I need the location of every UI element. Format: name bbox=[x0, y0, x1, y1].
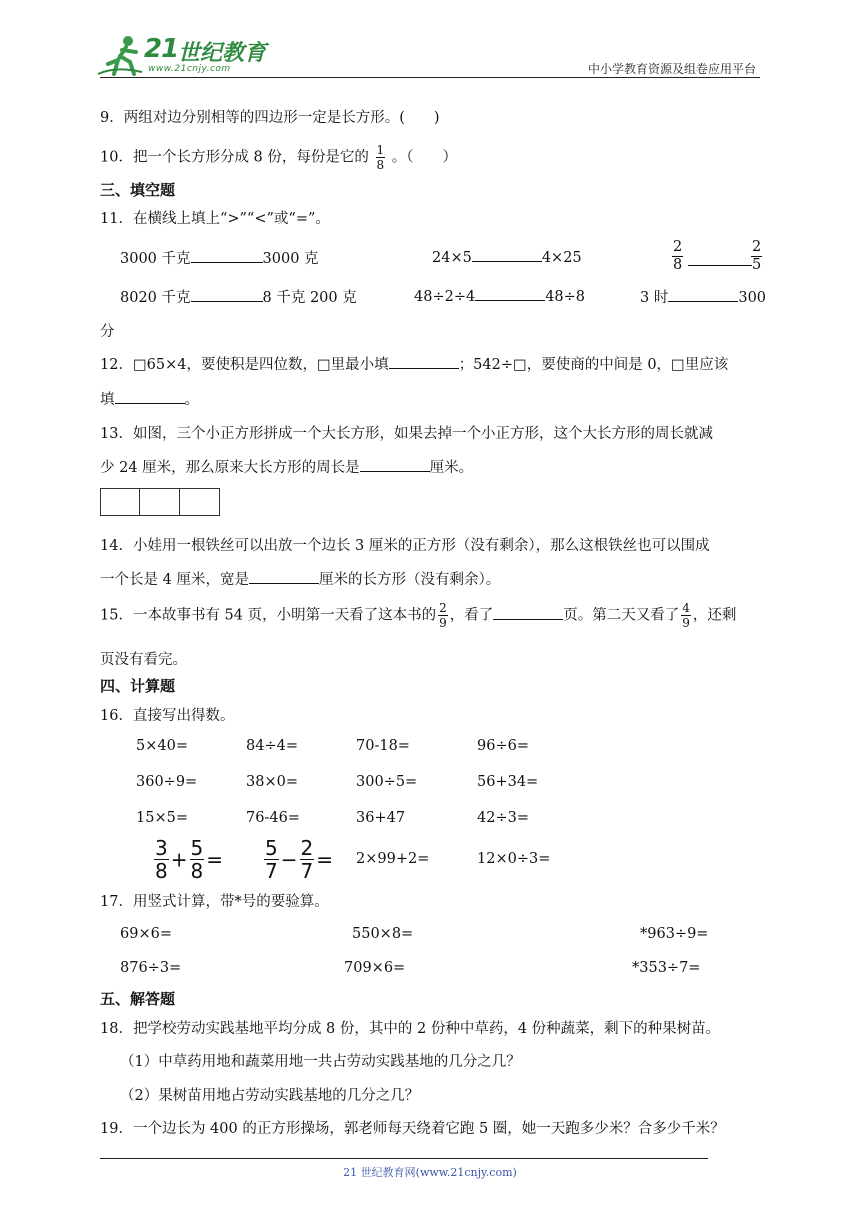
header-divider bbox=[100, 77, 760, 78]
question-10 bbox=[100, 144, 457, 171]
fraction-numerator: 2 bbox=[673, 239, 683, 255]
item-left: 8020 千克 bbox=[120, 290, 191, 306]
q11-item-2 bbox=[432, 247, 582, 266]
calc-item: 76-46= bbox=[246, 810, 300, 826]
answer-blank[interactable] bbox=[249, 569, 319, 584]
item-left: 3 时 bbox=[640, 290, 669, 306]
answer-blank[interactable] bbox=[472, 247, 542, 262]
fraction-denominator: 9 bbox=[439, 616, 447, 630]
section-fill-in: 三、填空题 bbox=[100, 181, 176, 199]
q12-text-d: 。 bbox=[184, 392, 199, 408]
calc-item: 84÷4= bbox=[246, 738, 298, 754]
calc-item: 709×6= bbox=[344, 960, 406, 976]
fraction-five-sevenths bbox=[264, 838, 279, 881]
question-12-line-2 bbox=[100, 388, 199, 409]
logo-number: 21 bbox=[144, 34, 179, 64]
fraction-five-eighths bbox=[190, 838, 205, 881]
q11-item-5 bbox=[414, 286, 585, 305]
question-13-line-2 bbox=[100, 456, 473, 477]
fraction-denominator: 8 bbox=[673, 256, 683, 273]
question-16: 16．直接写出得数。 bbox=[100, 708, 235, 724]
q12-text-c: 填 bbox=[100, 392, 115, 408]
calc-item: 5×40= bbox=[136, 738, 188, 754]
q11-item-3 bbox=[670, 240, 685, 272]
item-left: 48÷2÷4 bbox=[414, 289, 476, 305]
calc-item: 38×0= bbox=[246, 774, 298, 790]
q12-text-b: ；542÷□，要使商的中间是 0，□里应该 bbox=[458, 357, 729, 373]
item-right: 48÷8 bbox=[545, 289, 586, 305]
question-15-line-1 bbox=[100, 602, 736, 629]
q13-text-b: 厘米。 bbox=[429, 460, 474, 476]
question-10-text: 10．把一个长方形分成 8 份，每份是它的 bbox=[100, 149, 369, 166]
q13-text-a: 少 24 厘米，那么原来大长方形的周长是 bbox=[100, 460, 360, 476]
small-square bbox=[140, 488, 180, 516]
minus-sign: − bbox=[280, 847, 298, 872]
fraction-denominator: 9 bbox=[682, 616, 690, 630]
fraction-denominator: 7 bbox=[300, 859, 314, 883]
small-square bbox=[180, 488, 220, 516]
q15-text-b: ，看了 bbox=[449, 607, 494, 624]
answer-blank[interactable] bbox=[360, 457, 430, 472]
fraction-numerator: 2 bbox=[439, 601, 447, 615]
logo-name: 世纪教育 bbox=[178, 41, 267, 66]
calc-item: 36+47 bbox=[356, 810, 406, 826]
question-11: 11．在横线上填上“>”“<”或“=”。 bbox=[100, 211, 330, 227]
q15-text-a: 15．一本故事书有 54 页，小明第一天看了这本书的 bbox=[100, 607, 437, 624]
question-18-part-2: （2）果树苗用地占劳动实践基地的几分之几？ bbox=[120, 1088, 420, 1104]
q12-text-a: 12．□65×4，要使积是四位数，□里最小填 bbox=[100, 357, 389, 373]
calc-item: 360÷9= bbox=[136, 774, 198, 790]
fraction-one-eighth bbox=[376, 144, 386, 171]
calc-item: 96÷6= bbox=[477, 738, 529, 754]
item-right: 8 千克 200 克 bbox=[262, 290, 357, 306]
answer-blank[interactable] bbox=[115, 389, 185, 404]
calc-item: 70-18= bbox=[356, 738, 410, 754]
calc-item: *353÷7= bbox=[632, 960, 701, 976]
fraction-denominator: 7 bbox=[265, 859, 278, 883]
footer-divider bbox=[100, 1158, 708, 1159]
answer-blank[interactable] bbox=[668, 287, 738, 302]
q14-text-b: 厘米的长方形（没有剩余）。 bbox=[318, 572, 501, 588]
q11-unit: 分 bbox=[100, 324, 115, 340]
section-word-problems: 五、解答题 bbox=[100, 990, 176, 1008]
calc-fraction-sum bbox=[152, 838, 223, 881]
question-13-line-1: 13．如图，三个小正方形拼成一个大长方形，如果去掉一个小正方形，这个大长方形的周长就减 bbox=[100, 426, 713, 442]
fraction-numerator: 2 bbox=[300, 836, 314, 860]
calc-item: 56+34= bbox=[477, 774, 539, 790]
fraction-two-fifths bbox=[751, 240, 762, 272]
equals-sign: = bbox=[316, 847, 333, 872]
question-14-line-1: 14．小娃用一根铁丝可以出放一个边长 3 厘米的正方形（没有剩余），那么这根铁丝也可以围成 bbox=[100, 538, 710, 554]
question-15-line-2: 页没有看完。 bbox=[100, 652, 187, 668]
calc-item: 12×0÷3= bbox=[477, 851, 551, 867]
item-left: 3000 千克 bbox=[120, 251, 191, 267]
calc-item: 2×99+2= bbox=[356, 851, 430, 867]
q15-text-c: 页。第二天又看了 bbox=[563, 607, 680, 624]
fraction-two-ninths bbox=[438, 602, 448, 629]
q11-item-6 bbox=[640, 286, 766, 307]
question-10-suffix: 。（ ） bbox=[391, 149, 458, 166]
calc-item: *963÷9= bbox=[640, 926, 709, 942]
fraction-four-ninths bbox=[681, 602, 691, 629]
question-14-line-2 bbox=[100, 568, 500, 589]
q11-item-3-right bbox=[749, 240, 764, 272]
answer-blank[interactable] bbox=[389, 354, 459, 369]
fraction-three-eighths bbox=[154, 838, 169, 881]
q14-text-a: 一个长是 4 厘米，宽是 bbox=[100, 572, 249, 588]
fraction-numerator: 4 bbox=[682, 601, 690, 615]
calc-item: 15×5= bbox=[136, 810, 188, 826]
q11-item-4 bbox=[120, 286, 357, 307]
fraction-denominator: 8 bbox=[190, 859, 204, 883]
calc-item: 69×6= bbox=[120, 926, 172, 942]
question-19: 19．一个边长为 400 的正方形操场，郭老师每天绕着它跑 5 圈，她一天跑多少米？合多少千米？ bbox=[100, 1121, 725, 1137]
fraction-numerator: 2 bbox=[752, 239, 762, 255]
runner-logo-icon bbox=[96, 34, 144, 78]
equals-sign: = bbox=[206, 847, 223, 872]
question-18-part-1: （1）中草药用地和蔬菜用地一共占劳动实践基地的几分之几？ bbox=[120, 1054, 521, 1070]
answer-blank[interactable] bbox=[475, 286, 545, 301]
q11-item-1 bbox=[120, 247, 319, 268]
answer-blank[interactable] bbox=[191, 287, 263, 302]
fraction-denominator: 8 bbox=[155, 859, 168, 883]
question-9: 9．两组对边分别相等的四边形一定是长方形。( ) bbox=[100, 110, 440, 126]
platform-label: 中小学教育资源及组卷应用平台 bbox=[587, 62, 756, 76]
plus-sign: + bbox=[170, 847, 188, 872]
logo-url: www.21cnjy.com bbox=[148, 64, 231, 74]
question-18: 18．把学校劳动实践基地平均分成 8 份，其中的 2 份种中草药，4 份种蔬菜，剩下的种果树苗。 bbox=[100, 1021, 721, 1037]
fraction-numerator: 5 bbox=[190, 836, 204, 860]
calc-item: 42÷3= bbox=[477, 810, 529, 826]
site-logo bbox=[96, 34, 266, 78]
calc-item: 876÷3= bbox=[120, 960, 182, 976]
q15-text-d: ，还剩 bbox=[692, 607, 737, 624]
fraction-numerator: 5 bbox=[265, 836, 278, 860]
fraction-numerator: 1 bbox=[376, 143, 385, 157]
section-calculation: 四、计算题 bbox=[100, 677, 176, 695]
calc-fraction-difference bbox=[262, 838, 333, 881]
item-right: 4×25 bbox=[541, 250, 582, 266]
calc-item: 550×8= bbox=[352, 926, 414, 942]
question-17: 17．用竖式计算，带*号的要验算。 bbox=[100, 894, 329, 910]
item-right: 300 bbox=[738, 290, 767, 306]
fraction-two-eighths bbox=[672, 240, 683, 272]
answer-blank[interactable] bbox=[191, 248, 263, 263]
three-squares-figure bbox=[100, 488, 220, 516]
fraction-denominator: 8 bbox=[376, 158, 385, 172]
item-right: 3000 克 bbox=[262, 251, 319, 267]
fraction-denominator: 5 bbox=[752, 256, 762, 273]
calc-item: 300÷5= bbox=[356, 774, 418, 790]
answer-blank[interactable] bbox=[688, 265, 752, 266]
question-12-line-1 bbox=[100, 353, 728, 374]
answer-blank[interactable] bbox=[493, 605, 563, 620]
item-left: 24×5 bbox=[432, 250, 472, 266]
small-square bbox=[100, 488, 140, 516]
fraction-two-sevenths bbox=[300, 838, 315, 881]
fraction-numerator: 3 bbox=[155, 836, 168, 860]
footer-link[interactable]: 21 世纪教育网(www.21cnjy.com) bbox=[343, 1166, 517, 1179]
